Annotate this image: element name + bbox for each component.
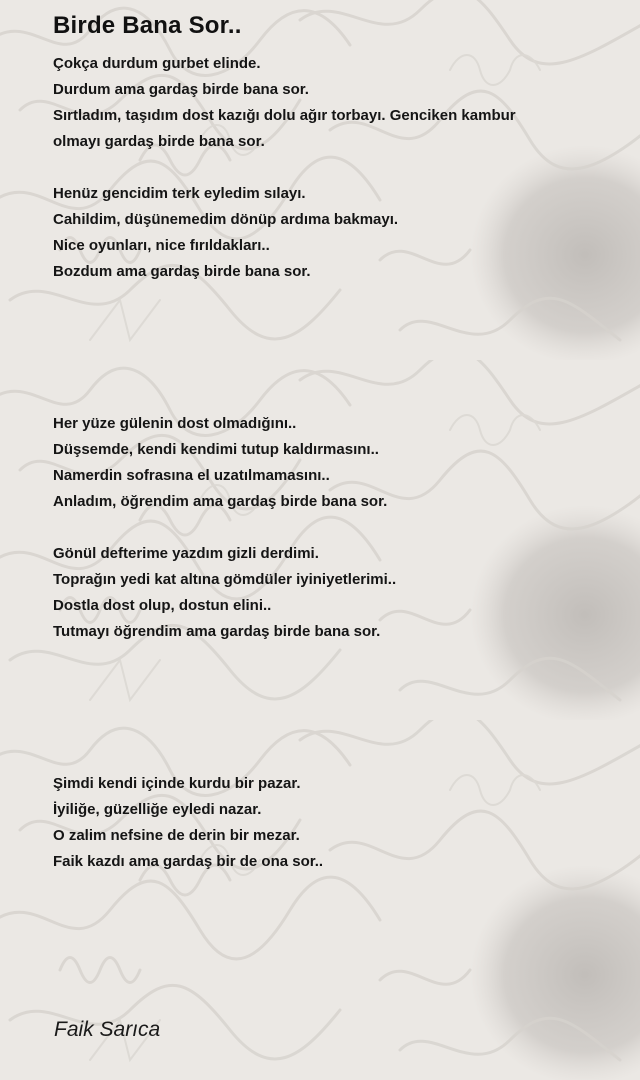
- poem-title: Birde Bana Sor..: [53, 12, 242, 39]
- stanza-3: [53, 411, 553, 515]
- poem-line: O zalim nefsine de derin bir mezar.: [53, 827, 300, 844]
- stanza-2: [53, 181, 553, 285]
- poem-line: Anladım, öğrendim ama gardaş birde bana sor.: [53, 493, 388, 510]
- poem-line: Toprağın yedi kat altına gömdüler iyiniyetlerimi..: [53, 571, 397, 588]
- stanza-4: [53, 541, 553, 645]
- poem-line: Her yüze gülenin dost olmadığını..: [53, 415, 297, 432]
- poem-line: Dostla dost olup, dostun elini..: [53, 597, 272, 614]
- poem-line: Faik kazdı ama gardaş bir de ona sor..: [53, 853, 324, 870]
- poem-line: İyiliğe, güzelliğe eyledi nazar.: [53, 801, 262, 818]
- poem-line: Bozdum ama gardaş birde bana sor.: [53, 263, 311, 280]
- stanza-5: [53, 771, 553, 875]
- poem-line: Gönül defterime yazdım gizli derdimi.: [53, 545, 319, 562]
- poem-line: Namerdin sofrasına el uzatılmamasını..: [53, 467, 330, 484]
- poem-line: Nice oyunları, nice fırıldakları..: [53, 237, 270, 254]
- poem-line: Cahildim, düşünemedim dönüp ardıma bakmayı.: [53, 211, 399, 228]
- poem-line: Henüz gencidim terk eyledim sılayı.: [53, 185, 306, 202]
- poem-line: Şimdi kendi içinde kurdu bir pazar.: [53, 775, 301, 792]
- poem-line: Tutmayı öğrendim ama gardaş birde bana sor.: [53, 623, 381, 640]
- poem-line: Düşsemde, kendi kendimi tutup kaldırmasını..: [53, 441, 379, 458]
- poem-author: Faik Sarıca: [54, 1018, 161, 1041]
- poem-line: Sırtladım, taşıdım dost kazığı dolu ağır torbayı. Genciken kambur olmayı gardaş birde bana sor.: [53, 107, 516, 150]
- poem-line: Çokça durdum gurbet elinde.: [53, 55, 261, 72]
- poem-line: Durdum ama gardaş birde bana sor.: [53, 81, 309, 98]
- stanza-1: [53, 51, 553, 155]
